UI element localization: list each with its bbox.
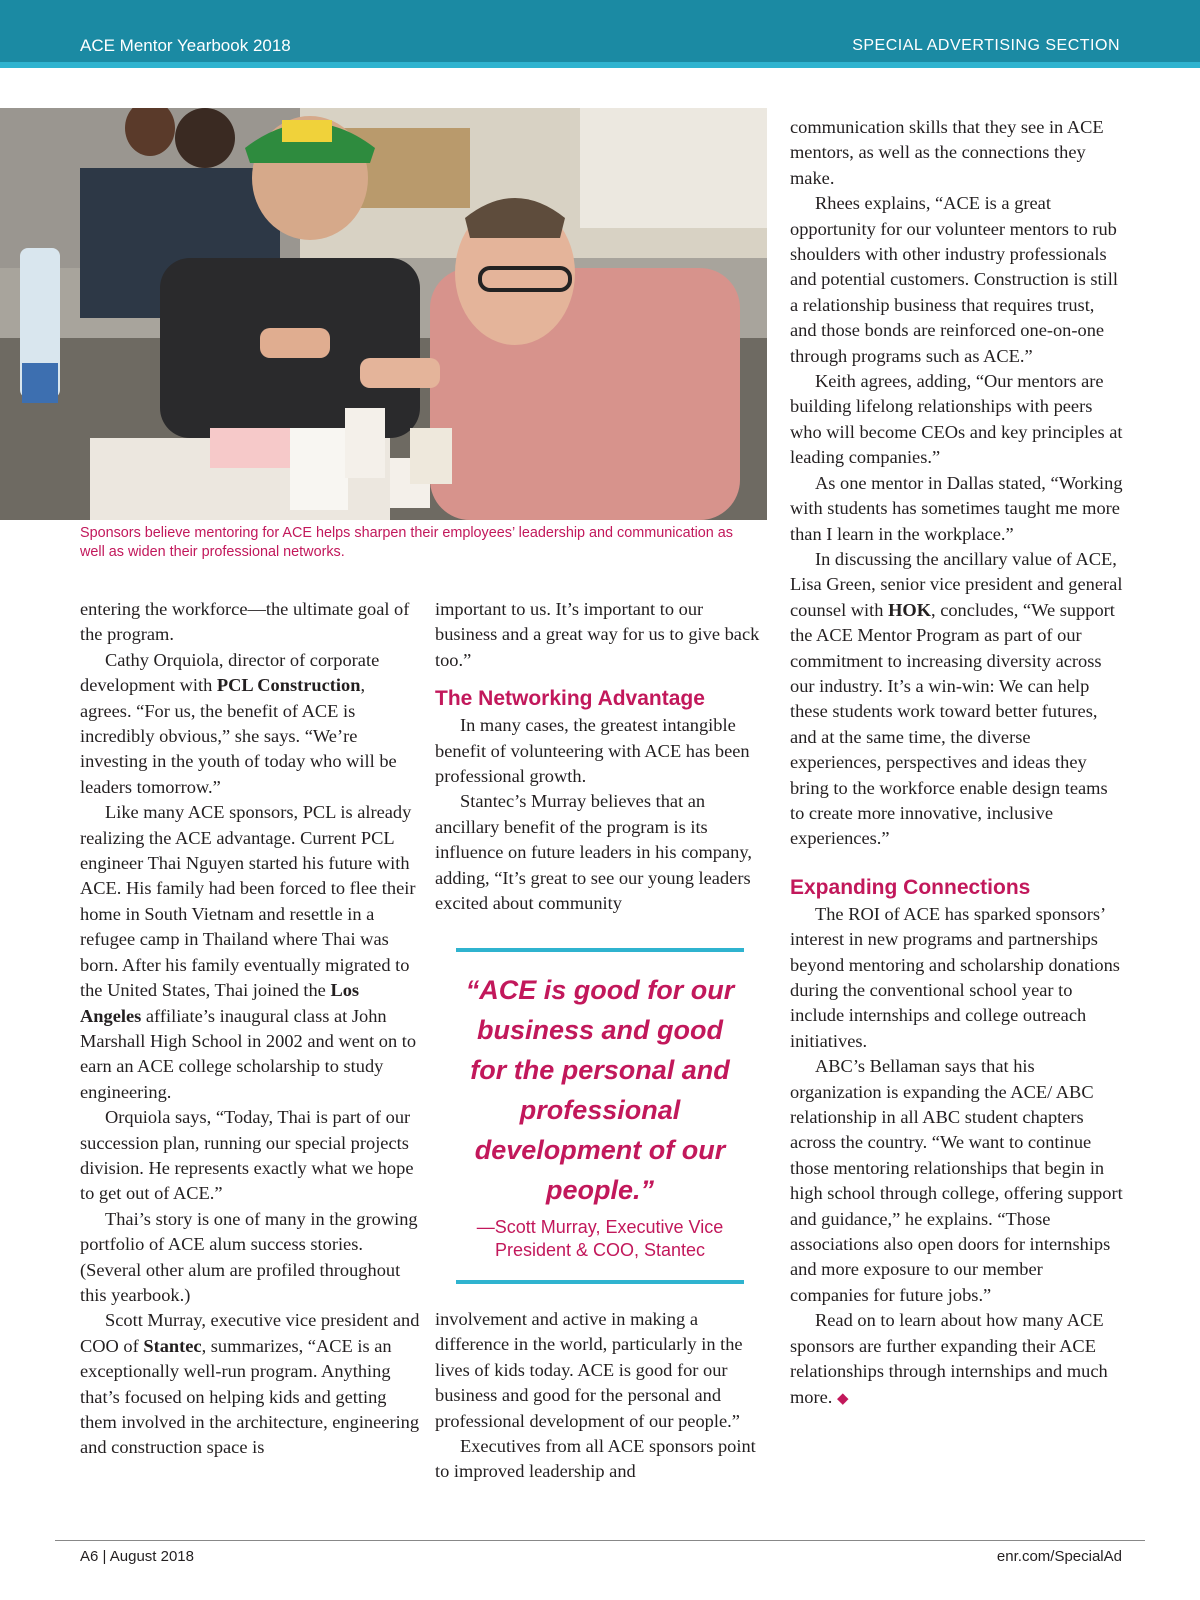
company-name: HOK — [888, 599, 931, 620]
text-run: , summarizes, “ACE is an exceptionally well-run program. Anything that’s focused on helping kids and getting them involved in the architecture, engineering and construction space is — [80, 1335, 420, 1458]
footer-url: enr.com/SpecialAd — [996, 1548, 1122, 1565]
paragraph: Stantec’s Murray believes that an ancillary benefit of the program is its influence on future leaders in his company, adding, “It’s great to see our young leaders excited about community — [435, 791, 752, 914]
text-run: In discussing the ancillary value of ACE, Lisa Green, senior vice president and general counsel with — [790, 548, 1123, 620]
paragraph: Thai’s story is one of many in the growing portfolio of ACE alum success stories. (Several other alum are profiled throughout this yearbook.) — [80, 1208, 418, 1305]
photo-illustration — [0, 108, 767, 520]
paragraph: Executives from all ACE sponsors point to improved leadership and — [435, 1436, 756, 1482]
text-run: Scott Murray, executive vice president and COO of — [80, 1310, 420, 1356]
column-3 — [790, 115, 1125, 1412]
paragraph: entering the workforce—the ultimate goal of the program. — [80, 599, 410, 645]
paragraph — [80, 1308, 420, 1460]
paragraph: Rhees explains, “ACE is a great opportunity for our volunteer mentors to rub shoulders with other industry professionals and potential customers. Construction is still a relationship business that requires trust, and those bonds are reinforced one-on-one through programs such as ACE.” — [790, 193, 1118, 366]
text-run: Cathy Orquiola, director of corporate development with — [80, 649, 380, 696]
text-run: Like many ACE sponsors, PCL is already realizing the ACE advantage. Current PCL engineer Thai Nguyen started his future with ACE. His family had been forced to flee their home in South Vietnam and resettle in a refugee camp in Thailand where Thai was born. After his family eventually migrated to the United States, Thai joined the — [80, 802, 416, 1001]
column-2-bottom — [435, 1307, 770, 1485]
page-folio: A6 | August 2018 — [80, 1548, 194, 1565]
section-label: SPECIAL ADVERTISING SECTION — [852, 37, 1120, 54]
header-accent-stripe — [0, 62, 1200, 68]
section-heading: The Networking Advantage — [435, 687, 705, 711]
header-bar — [0, 0, 1200, 66]
paragraph: Orquiola says, “Today, Thai is part of our succession plan, running our special projects division. He represents exactly what we hope to get out of ACE.” — [80, 1107, 414, 1204]
paragraph — [790, 1308, 1125, 1412]
pull-quote — [456, 948, 744, 1284]
photo-caption: Sponsors believe mentoring for ACE helps sharpen their employees’ leadership and communication as well as widen their professional networks. — [80, 525, 734, 560]
paragraph: communication skills that they see in ACE mentors, as well as the connections they make. — [790, 117, 1104, 188]
pull-quote-top-rule — [456, 948, 744, 952]
column-1 — [80, 597, 420, 1461]
paragraph: involvement and active in making a difference in the world, particularly in the lives of kids today. ACE is good for our business and good for the personal and professional development of our people.” — [435, 1309, 743, 1431]
company-name: PCL Construction — [216, 675, 361, 696]
footer-rule — [55, 1540, 1145, 1541]
paragraph — [790, 547, 1125, 852]
paragraph: important to us. It’s important to our business and a great way for us to give back too.” — [435, 599, 760, 670]
pull-quote-text: “ACE is good for our business and good for the personal and professional development of our people.” — [465, 975, 735, 1205]
paragraph: Keith agrees, adding, “Our mentors are building lifelong relationships with peers who will become CEOs and key principles at leading companies.” — [790, 371, 1123, 468]
text-run: , concludes, “We support the ACE Mentor Program as part of our commitment to increasing diversity across our industry. It’s a win-win: We can help these students work toward better futures, and at the same time, the diverse experiences, perspectives and ideas they bring to the workforce enable design teams to create more innovative, inclusive experiences.” — [790, 599, 1115, 849]
company-name: Stantec — [143, 1335, 202, 1356]
paragraph: ABC’s Bellaman says that his organization is expanding the ACE/ ABC relationship in all ABC student chapters across the country. “We want to continue those mentoring relationships that begin in high school through college, offering support and guidance,” he explains. “Those associations also open doors for internships and more exposure to our member companies for future jobs.” — [790, 1056, 1123, 1305]
text-run: , agrees. “For us, the benefit of ACE is incredibly obvious,” she says. “We’re investing in the youth of today who will be leaders tomorrow.” — [80, 675, 397, 797]
paragraph: As one mentor in Dallas stated, “Working with students has sometimes taught me more than I learn in the workplace.” — [790, 472, 1123, 544]
text-run: affiliate’s inaugural class at John Marshall High School in 2002 and went on to earn an ACE college scholarship to study engineering. — [80, 1005, 417, 1102]
publication-title: ACE Mentor Yearbook 2018 — [80, 36, 291, 55]
affiliate-name: Los Angeles — [80, 980, 360, 1026]
text-run: Read on to learn about how many ACE sponsors are further expanding their ACE relationships through internships and much more. — [790, 1310, 1108, 1407]
paragraph: The ROI of ACE has sparked sponsors’ interest in new programs and partnerships beyond mentoring and scholarship donations during the conventional school year to include internships and college outreach initiatives. — [790, 903, 1120, 1051]
section-heading: Expanding Connections — [790, 875, 1031, 899]
paragraph: In many cases, the greatest intangible benefit of volunteering with ACE has been professional growth. — [435, 715, 750, 787]
end-mark-icon: ◆ — [837, 1390, 849, 1407]
paragraph — [80, 800, 420, 1105]
pull-quote-bottom-rule — [456, 1280, 744, 1284]
article-photo — [0, 108, 767, 520]
paragraph — [80, 648, 420, 800]
column-2-top — [435, 597, 770, 916]
pull-quote-attribution: —Scott Murray, Executive Vice President & COO, Stantec — [476, 1217, 724, 1260]
